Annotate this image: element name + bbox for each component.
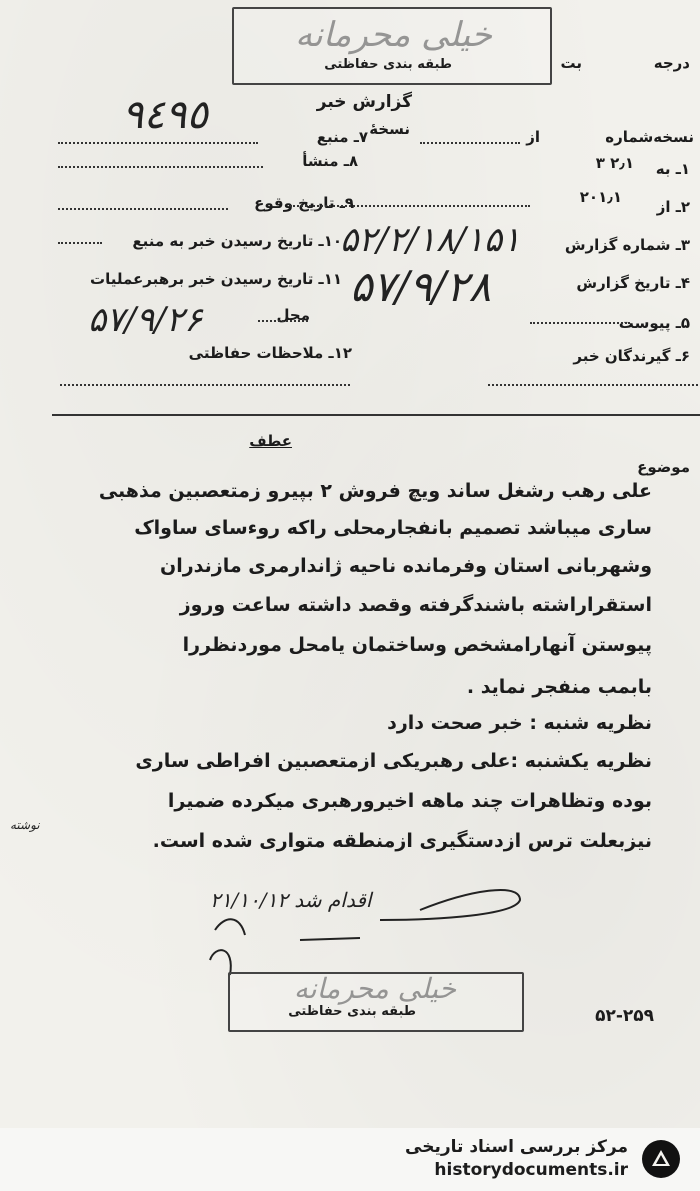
- margin-note: نوشته: [10, 818, 40, 832]
- copy-number-label: نسخه‌شماره: [605, 128, 694, 146]
- origin-label: ۸ـ منشأ: [302, 152, 358, 170]
- body-line: پیوستن آنهارامشخص وساختمان یامحل موردنظررا: [182, 634, 652, 656]
- priority-label: بت: [560, 54, 582, 72]
- to-label: ۱ـ به: [655, 160, 690, 178]
- org-name: مرکز بررسی اسناد تاریخی: [405, 1137, 628, 1157]
- stamp-caption: طبقه بندی حفاظتی: [288, 1004, 416, 1019]
- from2-value: ۲۰۱٫۱: [579, 188, 622, 206]
- place-date-value: ۵۷/۹/۲۶: [88, 300, 203, 340]
- classification-stamp-bottom: [228, 972, 524, 1032]
- report-date-value: ۵۷/۹/۲۸: [350, 262, 492, 311]
- grade-label: درجه: [653, 54, 690, 72]
- body-line: بوده وتظاهرات چند ماهه اخیرورهبری میکرده ضمیرا: [167, 790, 652, 812]
- handwritten-number: ٩٤٩٥: [122, 92, 208, 138]
- received-source-label: ۱۰ـ تاریخ رسیدن خبر به منبع: [132, 232, 342, 250]
- signature-note: اقدام شد ۲۱/۱۰/۱۲: [210, 888, 372, 912]
- classification-stamp-top: [232, 7, 552, 85]
- report-title: گزارش خبر: [316, 92, 412, 112]
- stamp-caption: طبقه بندی حفاظتی: [324, 57, 452, 72]
- body-line: استقراراشته باشندگرفته وقصد داشته ساعت وروز: [179, 594, 652, 616]
- security-notes-label: ۱۲ـ ملاحظات حفاظتی: [188, 344, 352, 362]
- body-line: ساری میباشد تصمیم بانفجارمحلی راکه روءسای ساواک: [134, 517, 652, 539]
- from2-label: ۲ـ از: [656, 198, 690, 216]
- body-line: علی رهب رشغل ساند ویچ فروش ۲ بپیرو زمتعصبین مذهبی: [98, 480, 652, 502]
- document-number: ۵۲-۲۵۹: [595, 1006, 654, 1026]
- attachment-label: ۵ـ پیوست: [618, 314, 690, 332]
- place-label: محل: [276, 306, 310, 324]
- ref-label: عطف: [249, 432, 292, 450]
- recipients-label: ۶ـ گیرندگان خبر: [573, 347, 690, 365]
- from-label: از: [526, 128, 540, 146]
- body-line: وشهربانی استان وفرمانده ناحیه ژاندارمری مازندران: [159, 555, 652, 577]
- stamp-handwriting: خیلی محرمانه: [293, 972, 456, 1005]
- body-line: نیزبعلت ترس ازدستگیری ازمنطقه متواری شده است.: [152, 830, 652, 852]
- section-divider: [52, 414, 700, 416]
- source-label: ۷ـ منبع: [316, 128, 368, 146]
- body-line: نظریه شنبه : خبر صحت دارد: [387, 712, 652, 734]
- to-value: ۲٫۱ ۳: [595, 154, 634, 172]
- body-line: نظریه یکشنبه :علی رهبریکی ازمتعصبین افراطی ساری: [135, 750, 652, 772]
- website-link[interactable]: historydocuments.ir: [434, 1160, 628, 1180]
- received-leader-label: ۱۱ـ تاریخ رسیدن خبر برهبرعملیات: [90, 270, 342, 288]
- stamp-handwriting: خیلی محرمانه: [295, 15, 492, 55]
- subject-label: موضوع: [637, 458, 690, 476]
- report-date-label: ۴ـ تاریخ گزارش: [576, 274, 690, 292]
- copy-label: نسخهٔ: [369, 120, 410, 138]
- event-date-label: ۹ـ تاریخ وقوع: [254, 194, 354, 212]
- report-number-value: ۵۲/۲/۱۸/۱۵۱: [340, 220, 521, 260]
- archive-logo-icon: [640, 1138, 682, 1180]
- report-number-label: ۳ـ شماره گزارش: [564, 236, 690, 254]
- body-line: بابمب منفجر نماید .: [466, 676, 652, 698]
